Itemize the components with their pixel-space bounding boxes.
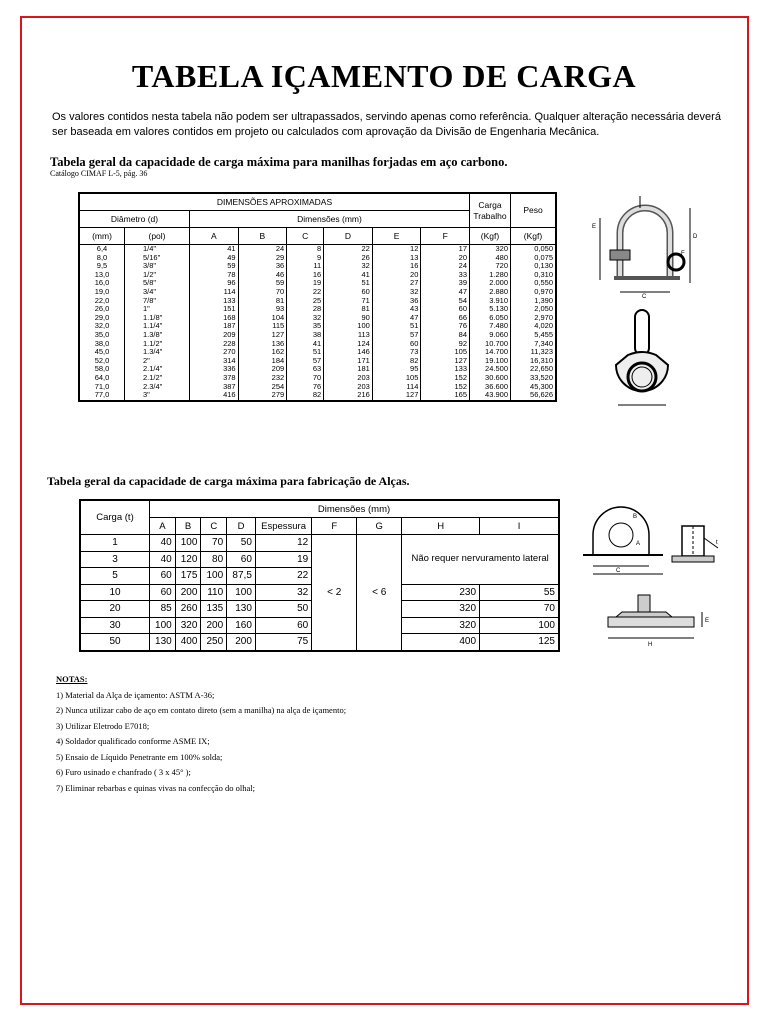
table-cell: 13 <box>372 254 421 263</box>
table-cell: 75 <box>255 634 311 651</box>
table-cell: 24.500 <box>470 365 511 374</box>
header-peso: Peso <box>511 193 557 228</box>
table-cell: 63 <box>287 365 324 374</box>
header-e: E <box>372 228 421 245</box>
table-cell: 41 <box>190 245 239 254</box>
table-cell: 71,0 <box>79 383 125 392</box>
table-cell: 151 <box>190 305 239 314</box>
table-cell: 51 <box>372 322 421 331</box>
header-carga-trabalho: Carga Trabalho <box>470 193 511 228</box>
table-cell: 5,455 <box>511 331 557 340</box>
table-cell: 32 <box>287 314 324 323</box>
table-cell: 78 <box>190 271 239 280</box>
table-cell: 0,050 <box>511 245 557 254</box>
header-a: A <box>190 228 239 245</box>
table-cell: 3" <box>125 391 190 401</box>
table-cell: 38 <box>287 331 324 340</box>
intro-paragraph: Os valores contidos nesta tabela não podem ser ultrapassados, servindo apenas como referência. Qualquer alteração necessária deverá ser baseada em valores contidos em projeto ou calculados com aprovação da Divisão de Engenharia Mecânica. <box>52 111 721 138</box>
table-cell: 320 <box>402 617 480 634</box>
table-cell: 270 <box>190 348 239 357</box>
table-cell: 480 <box>470 254 511 263</box>
table-cell: 40 <box>150 551 176 568</box>
table-cell: 32 <box>372 288 421 297</box>
note-item: 1) Material da Alça de içamento: ASTM A-36; <box>56 689 215 700</box>
table-cell: 27 <box>372 279 421 288</box>
table-cell: 19,0 <box>79 288 125 297</box>
no-rib-note: Não requer nervuramento lateral <box>402 535 559 585</box>
table-cell: 82 <box>287 391 324 401</box>
table-cell: 2.1/2" <box>125 374 190 383</box>
table-cell: 100 <box>150 617 176 634</box>
table-cell: 0,075 <box>511 254 557 263</box>
table-cell: 110 <box>201 584 227 601</box>
table-cell: 320 <box>402 601 480 618</box>
table-cell: 160 <box>227 617 256 634</box>
table-cell: 13,0 <box>79 271 125 280</box>
table-cell: 95 <box>372 365 421 374</box>
table-cell: 720 <box>470 262 511 271</box>
header-a: A <box>150 518 176 535</box>
table-cell: 47 <box>372 314 421 323</box>
table-cell: 45,300 <box>511 383 557 392</box>
label-d: D <box>693 234 698 240</box>
header-h: H <box>402 518 480 535</box>
table-cell: 400 <box>175 634 201 651</box>
table-cell: 100 <box>480 617 559 634</box>
table-cell: 1.280 <box>470 271 511 280</box>
table-cell: 70 <box>201 535 227 552</box>
table-cell: 80 <box>201 551 227 568</box>
table-cell: 8,0 <box>79 254 125 263</box>
shackle-side-drawing <box>598 305 688 415</box>
table-cell: 1.1/2" <box>125 340 190 349</box>
table-cell: 152 <box>421 374 470 383</box>
table-cell: 9.060 <box>470 331 511 340</box>
table-cell: 7.480 <box>470 322 511 331</box>
notes-section <box>56 672 346 796</box>
table-cell: 93 <box>238 305 287 314</box>
table-cell: 73 <box>372 348 421 357</box>
table1-caption: Tabela geral da capacidade de carga máxima para manilhas forjadas em aço carbono. <box>50 155 508 169</box>
table-cell: 2.1/4" <box>125 365 190 374</box>
header-mm: (mm) <box>79 228 125 245</box>
table-cell: 171 <box>324 357 373 366</box>
table-cell: 100 <box>227 584 256 601</box>
table-cell: 2.880 <box>470 288 511 297</box>
table-cell: 127 <box>421 357 470 366</box>
table-cell: 120 <box>175 551 201 568</box>
table-cell: 133 <box>190 297 239 306</box>
table-cell: 81 <box>324 305 373 314</box>
plate-label-e: E <box>705 618 710 624</box>
table-cell: 146 <box>324 348 373 357</box>
table-cell: 92 <box>421 340 470 349</box>
table-cell: 71 <box>324 297 373 306</box>
header-f: F <box>312 518 357 535</box>
table-row <box>79 391 556 401</box>
table-cell: 320 <box>470 245 511 254</box>
header-dimensoes-mm: Dimensões (mm) <box>150 500 560 518</box>
table-cell: 203 <box>324 383 373 392</box>
table-cell: 320 <box>175 617 201 634</box>
table-cell: 136 <box>238 340 287 349</box>
table-cell: 250 <box>201 634 227 651</box>
table-cell: 230 <box>402 584 480 601</box>
table-cell: 254 <box>238 383 287 392</box>
page-title: TABELA IÇAMENTO DE CARGA <box>131 58 637 94</box>
table-cell: 5/8" <box>125 279 190 288</box>
label-c: C <box>642 294 647 300</box>
table-cell: 203 <box>324 374 373 383</box>
table-cell: 2,050 <box>511 305 557 314</box>
table-cell: 228 <box>190 340 239 349</box>
table-cell: 114 <box>190 288 239 297</box>
table-cell: 115 <box>238 322 287 331</box>
table-cell: 124 <box>324 340 373 349</box>
header-dim-aprox: DIMENSÕES APROXIMADAS <box>79 193 470 211</box>
table-cell: 1/2" <box>125 271 190 280</box>
table2-caption: Tabela geral da capacidade de carga máxima para fabricação de Alças. <box>47 474 410 488</box>
table-cell: 57 <box>287 357 324 366</box>
table-cell: 104 <box>238 314 287 323</box>
header-dimensoes: Dimensões (mm) <box>190 211 470 228</box>
table-cell: 152 <box>421 383 470 392</box>
lug-label-t: t <box>716 540 718 546</box>
lug-label-b: B <box>633 514 638 520</box>
table-cell: 400 <box>402 634 480 651</box>
table-cell: 45,0 <box>79 348 125 357</box>
table-cell: 43.900 <box>470 391 511 401</box>
table-cell: 22,650 <box>511 365 557 374</box>
table-cell: 30 <box>80 617 150 634</box>
table-cell: 51 <box>324 279 373 288</box>
table-cell: 100 <box>201 568 227 585</box>
lifting-lug-table <box>79 499 560 652</box>
table-cell: 76 <box>287 383 324 392</box>
table-cell: 8 <box>287 245 324 254</box>
label-f: F <box>681 251 685 257</box>
table-cell: 32,0 <box>79 322 125 331</box>
table-cell: 181 <box>324 365 373 374</box>
table-cell: 49 <box>190 254 239 263</box>
table-cell: 70 <box>238 288 287 297</box>
table-cell: 5/16" <box>125 254 190 263</box>
table-cell: 35 <box>287 322 324 331</box>
table-cell: 60 <box>227 551 256 568</box>
note-item: 7) Eliminar rebarbas e quinas vivas na confecção do olhal; <box>56 782 255 793</box>
table-cell: 16 <box>287 271 324 280</box>
header-b: B <box>238 228 287 245</box>
table-cell: 16,310 <box>511 357 557 366</box>
header-espessura: Espessura <box>255 518 311 535</box>
table-cell: 29 <box>238 254 287 263</box>
table-cell: 22,0 <box>79 297 125 306</box>
table-cell: 168 <box>190 314 239 323</box>
table-cell: 1/4" <box>125 245 190 254</box>
table-cell: 82 <box>372 357 421 366</box>
table-cell: 105 <box>372 374 421 383</box>
table-cell: 66 <box>421 314 470 323</box>
table-cell: 135 <box>201 601 227 618</box>
table-cell: 175 <box>175 568 201 585</box>
table-cell: 2,970 <box>511 314 557 323</box>
table-cell: 60 <box>255 617 311 634</box>
table-cell: 84 <box>421 331 470 340</box>
table-cell: 187 <box>190 322 239 331</box>
lug-side-drawing <box>668 518 728 578</box>
table-cell: 56,626 <box>511 391 557 401</box>
table-cell: 6,4 <box>79 245 125 254</box>
header-kgf-peso: (Kgf) <box>511 228 557 245</box>
table-cell: 46 <box>238 271 287 280</box>
table-cell: 279 <box>238 391 287 401</box>
table-cell: 41 <box>287 340 324 349</box>
table-cell: 64,0 <box>79 374 125 383</box>
note-item: 6) Furo usinado e chanfrado ( 3 x 45° ); <box>56 767 191 777</box>
table-cell: 36.600 <box>470 383 511 392</box>
table-cell: 2.000 <box>470 279 511 288</box>
table-cell: 50 <box>255 601 311 618</box>
table-cell: 162 <box>238 348 287 357</box>
table-cell: 130 <box>150 634 176 651</box>
table-cell: 17 <box>421 245 470 254</box>
table-cell: 11 <box>287 262 324 271</box>
table-cell: 9,5 <box>79 262 125 271</box>
table-cell: 76 <box>421 322 470 331</box>
table-cell: 3/4" <box>125 288 190 297</box>
table-cell: 5.130 <box>470 305 511 314</box>
table-cell: 59 <box>190 262 239 271</box>
table-cell: 85 <box>150 601 176 618</box>
header-diametro: Diâmetro (d) <box>79 211 190 228</box>
table-cell: 0,970 <box>511 288 557 297</box>
header-d: D <box>324 228 373 245</box>
table-cell: 33,520 <box>511 374 557 383</box>
table-cell: 127 <box>238 331 287 340</box>
table-cell: 10 <box>80 584 150 601</box>
table-cell: 28 <box>287 305 324 314</box>
table-cell: 3 <box>80 551 150 568</box>
table-cell: 51 <box>287 348 324 357</box>
table-cell: 1.3/8" <box>125 331 190 340</box>
note-item: 4) Soldador qualificado conforme ASME IX; <box>56 736 210 746</box>
table-cell: 336 <box>190 365 239 374</box>
table-cell: 70 <box>480 601 559 618</box>
table-cell: 24 <box>421 262 470 271</box>
table-cell: 22 <box>324 245 373 254</box>
note-item: 3) Utilizar Eletrodo E7018; <box>56 720 150 731</box>
g-value-cell: < 6 <box>357 535 402 651</box>
table-cell: 36 <box>238 262 287 271</box>
table-cell: 125 <box>480 634 559 651</box>
table-cell: 416 <box>190 391 239 401</box>
table-cell: 40 <box>150 535 176 552</box>
table-cell: 14.700 <box>470 348 511 357</box>
table-cell: 47 <box>421 288 470 297</box>
table-cell: 26,0 <box>79 305 125 314</box>
table-cell: 26 <box>324 254 373 263</box>
table-cell: 60 <box>421 305 470 314</box>
table-cell: 0,130 <box>511 262 557 271</box>
table-cell: 127 <box>372 391 421 401</box>
table-cell: 38,0 <box>79 340 125 349</box>
plate-label-h: H <box>648 642 653 648</box>
table1-catalog-ref: Catálogo CIMAF L-5, pág. 36 <box>50 169 148 178</box>
f-value-cell: < 2 <box>312 535 357 651</box>
table-cell: 100 <box>175 535 201 552</box>
table-cell: 2" <box>125 357 190 366</box>
table-cell: 25 <box>287 297 324 306</box>
table-cell: 19 <box>287 279 324 288</box>
table-cell: 70 <box>287 374 324 383</box>
table-cell: 20 <box>372 271 421 280</box>
header-carga-t: Carga (t) <box>80 500 150 535</box>
table-cell: 216 <box>324 391 373 401</box>
table-cell: 55 <box>480 584 559 601</box>
table-cell: 60 <box>150 584 176 601</box>
table-cell: 6.050 <box>470 314 511 323</box>
header-pol: (pol) <box>125 228 190 245</box>
header-b: B <box>175 518 201 535</box>
table-cell: 60 <box>150 568 176 585</box>
table-cell: 20 <box>421 254 470 263</box>
table-cell: 165 <box>421 391 470 401</box>
notes-heading: NOTAS: <box>56 674 88 684</box>
table-cell: 19 <box>255 551 311 568</box>
table-cell: 200 <box>201 617 227 634</box>
table-cell: 59 <box>238 279 287 288</box>
table-row <box>80 535 559 552</box>
table-cell: 5 <box>80 568 150 585</box>
table-cell: 260 <box>175 601 201 618</box>
table-cell: 32 <box>324 262 373 271</box>
table-cell: 58,0 <box>79 365 125 374</box>
header-c: C <box>287 228 324 245</box>
table-cell: 1.3/4" <box>125 348 190 357</box>
table-cell: 130 <box>227 601 256 618</box>
table-cell: 387 <box>190 383 239 392</box>
table-cell: 90 <box>324 314 373 323</box>
lug-front-drawing <box>578 500 673 580</box>
header-d: D <box>227 518 256 535</box>
table-cell: 200 <box>227 634 256 651</box>
table-cell: 54 <box>421 297 470 306</box>
table-cell: 1 <box>80 535 150 552</box>
table-cell: 20 <box>80 601 150 618</box>
table-cell: 314 <box>190 357 239 366</box>
table-cell: 3.910 <box>470 297 511 306</box>
table-cell: 2.3/4" <box>125 383 190 392</box>
table-cell: 81 <box>238 297 287 306</box>
table-cell: 33 <box>421 271 470 280</box>
table-cell: 12 <box>255 535 311 552</box>
header-c: C <box>201 518 227 535</box>
note-item: 2) Nunca utilizar cabo de aço em contato direto (sem a manilha) na alça de içamento; <box>56 705 347 715</box>
table-cell: 41 <box>324 271 373 280</box>
table-cell: 209 <box>238 365 287 374</box>
table-cell: 7/8" <box>125 297 190 306</box>
table-cell: 4,020 <box>511 322 557 331</box>
table-cell: 19.100 <box>470 357 511 366</box>
note-item: 5) Ensaio de Líquido Penetrante em 100% solda; <box>56 751 223 762</box>
table-cell: 10.700 <box>470 340 511 349</box>
table-cell: 52,0 <box>79 357 125 366</box>
table-cell: 43 <box>372 305 421 314</box>
shackle-front-drawing <box>580 188 710 300</box>
lug-label-a: A <box>636 541 641 547</box>
table-cell: 232 <box>238 374 287 383</box>
table-cell: 378 <box>190 374 239 383</box>
table-cell: 39 <box>421 279 470 288</box>
table-cell: 1" <box>125 305 190 314</box>
table-cell: 7,340 <box>511 340 557 349</box>
table-cell: 57 <box>372 331 421 340</box>
table-cell: 96 <box>190 279 239 288</box>
shackle-capacity-table <box>78 192 557 402</box>
table-cell: 87,5 <box>227 568 256 585</box>
table-cell: 9 <box>287 254 324 263</box>
table-cell: 60 <box>372 340 421 349</box>
table-cell: 22 <box>255 568 311 585</box>
table-cell: 114 <box>372 383 421 392</box>
table-cell: 200 <box>175 584 201 601</box>
table-cell: 50 <box>227 535 256 552</box>
table-cell: 184 <box>238 357 287 366</box>
table-cell: 22 <box>287 288 324 297</box>
table-cell: 24 <box>238 245 287 254</box>
table-cell: 16 <box>372 262 421 271</box>
table-cell: 133 <box>421 365 470 374</box>
table-cell: 0,550 <box>511 279 557 288</box>
table-cell: 30.600 <box>470 374 511 383</box>
table-cell: 12 <box>372 245 421 254</box>
table-cell: 16,0 <box>79 279 125 288</box>
table-cell: 36 <box>372 297 421 306</box>
lug-plate-drawing <box>598 590 728 650</box>
table-cell: 11,323 <box>511 348 557 357</box>
table-cell: 29,0 <box>79 314 125 323</box>
table-cell: 1.1/8" <box>125 314 190 323</box>
table-cell: 113 <box>324 331 373 340</box>
table-cell: 35,0 <box>79 331 125 340</box>
table-cell: 1.1/4" <box>125 322 190 331</box>
header-f: F <box>421 228 470 245</box>
table-cell: 32 <box>255 584 311 601</box>
table-cell: 209 <box>190 331 239 340</box>
table-cell: 105 <box>421 348 470 357</box>
table-cell: 50 <box>80 634 150 651</box>
lug-label-c: C <box>616 568 621 574</box>
table-cell: 77,0 <box>79 391 125 401</box>
table-cell: 100 <box>324 322 373 331</box>
table-cell: 1,390 <box>511 297 557 306</box>
table-cell: 0,310 <box>511 271 557 280</box>
table-cell: 60 <box>324 288 373 297</box>
label-e: E <box>592 224 597 230</box>
header-g: G <box>357 518 402 535</box>
table-cell: 3/8" <box>125 262 190 271</box>
header-kgf-carga: (Kgf) <box>470 228 511 245</box>
header-i: I <box>480 518 559 535</box>
